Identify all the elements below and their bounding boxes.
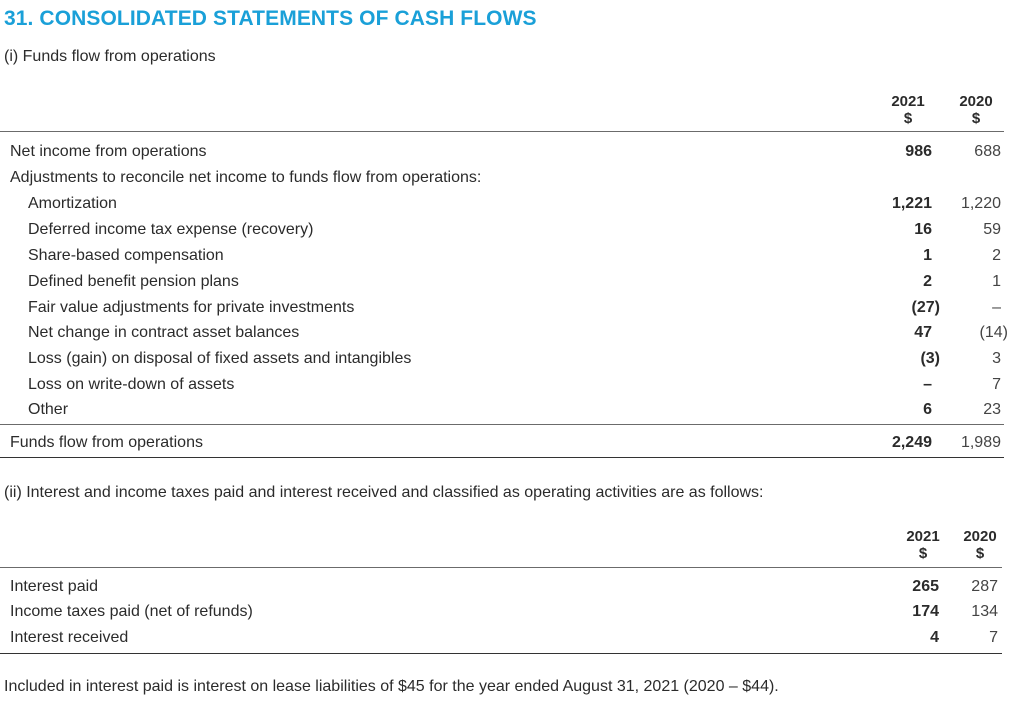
value-2020: 1,220 bbox=[960, 195, 1001, 212]
col-header-2021 bbox=[883, 93, 933, 127]
col-header-2020 bbox=[951, 93, 1001, 127]
row-label: Loss on write-down of assets bbox=[28, 376, 235, 393]
value-2021: 6 bbox=[923, 401, 932, 418]
table-row bbox=[0, 578, 1024, 604]
row-label: Deferred income tax expense (recovery) bbox=[28, 221, 314, 238]
value-2021: 986 bbox=[905, 143, 932, 160]
row-label: Loss (gain) on disposal of fixed assets and intangibles bbox=[28, 350, 412, 367]
value-2020: 59 bbox=[983, 221, 1001, 238]
value-2020: 688 bbox=[974, 143, 1001, 160]
value-2020: 287 bbox=[971, 578, 998, 595]
table-row bbox=[0, 169, 1024, 195]
col-2020-year: 2020 bbox=[959, 93, 993, 110]
row-label: Net change in contract asset balances bbox=[28, 324, 300, 341]
total-underline bbox=[0, 457, 1004, 458]
section-2-subtitle: (ii) Interest and income taxes paid and interest received and classified as operating activities are as follows: bbox=[4, 484, 764, 501]
total-2021: 2,249 bbox=[891, 434, 932, 451]
table-row bbox=[0, 221, 1024, 247]
col-2021-year: 2021 bbox=[891, 93, 925, 110]
sec2-underline bbox=[0, 653, 1002, 654]
row-label: Income taxes paid (net of refunds) bbox=[10, 603, 253, 620]
value-2020: – bbox=[992, 299, 1001, 316]
col-2020-unit: $ bbox=[971, 110, 981, 127]
table-row bbox=[0, 195, 1024, 221]
table-row bbox=[0, 629, 1024, 655]
table-row bbox=[0, 299, 1024, 325]
value-2021: 1,221 bbox=[891, 195, 932, 212]
value-2020: 134 bbox=[971, 603, 998, 620]
table-row bbox=[0, 273, 1024, 299]
value-2021: 16 bbox=[914, 221, 932, 238]
row-label: Amortization bbox=[28, 195, 117, 212]
table-row bbox=[0, 376, 1024, 402]
col-2021-year: 2021 bbox=[906, 528, 940, 545]
row-label: Share-based compensation bbox=[28, 247, 224, 264]
row-label: Net income from operations bbox=[10, 143, 207, 160]
value-2021: 265 bbox=[912, 578, 939, 595]
col-2021-unit: $ bbox=[903, 110, 913, 127]
value-2021: – bbox=[923, 376, 932, 393]
value-2021: 1 bbox=[923, 247, 932, 264]
value-2020: 1 bbox=[992, 273, 1001, 290]
section-1-subtitle: (i) Funds flow from operations bbox=[4, 48, 216, 65]
value-2021: (3) bbox=[920, 350, 940, 367]
page-title: 31. CONSOLIDATED STATEMENTS OF CASH FLOWS bbox=[4, 7, 537, 30]
col-header-2021-sec2 bbox=[898, 528, 948, 562]
value-2020: 2 bbox=[992, 247, 1001, 264]
table-row bbox=[0, 324, 1024, 350]
col-2021-unit: $ bbox=[918, 545, 928, 562]
value-2021: 4 bbox=[930, 629, 939, 646]
table-row bbox=[0, 143, 1024, 169]
value-2021: 2 bbox=[923, 273, 932, 290]
col-2020-unit: $ bbox=[975, 545, 985, 562]
value-2020: 7 bbox=[989, 629, 998, 646]
row-label: Fair value adjustments for private investments bbox=[28, 299, 355, 316]
subtotal-divider bbox=[0, 424, 1004, 425]
value-2021: 174 bbox=[912, 603, 939, 620]
row-label: Adjustments to reconcile net income to funds flow from operations: bbox=[10, 169, 482, 186]
total-label: Funds flow from operations bbox=[10, 434, 203, 451]
row-label: Interest paid bbox=[10, 578, 99, 595]
value-2021: (27) bbox=[911, 299, 940, 316]
value-2021: 47 bbox=[914, 324, 932, 341]
total-2020: 1,989 bbox=[960, 434, 1001, 451]
col-header-2020-sec2 bbox=[955, 528, 1005, 562]
value-2020: 7 bbox=[992, 376, 1001, 393]
value-2020: (14) bbox=[979, 324, 1008, 341]
table-row bbox=[0, 603, 1024, 629]
row-label: Other bbox=[28, 401, 69, 418]
footnote: Included in interest paid is interest on lease liabilities of $45 for the year ended August 31, 2021 (2020 – $44). bbox=[4, 678, 779, 695]
value-2020: 3 bbox=[992, 350, 1001, 367]
row-label: Defined benefit pension plans bbox=[28, 273, 239, 290]
header-divider-1 bbox=[0, 131, 1004, 132]
table-row bbox=[0, 350, 1024, 376]
table-row bbox=[0, 247, 1024, 273]
value-2020: 23 bbox=[983, 401, 1001, 418]
row-label: Interest received bbox=[10, 629, 129, 646]
col-2020-year: 2020 bbox=[963, 528, 997, 545]
header-divider-2 bbox=[0, 567, 1002, 568]
